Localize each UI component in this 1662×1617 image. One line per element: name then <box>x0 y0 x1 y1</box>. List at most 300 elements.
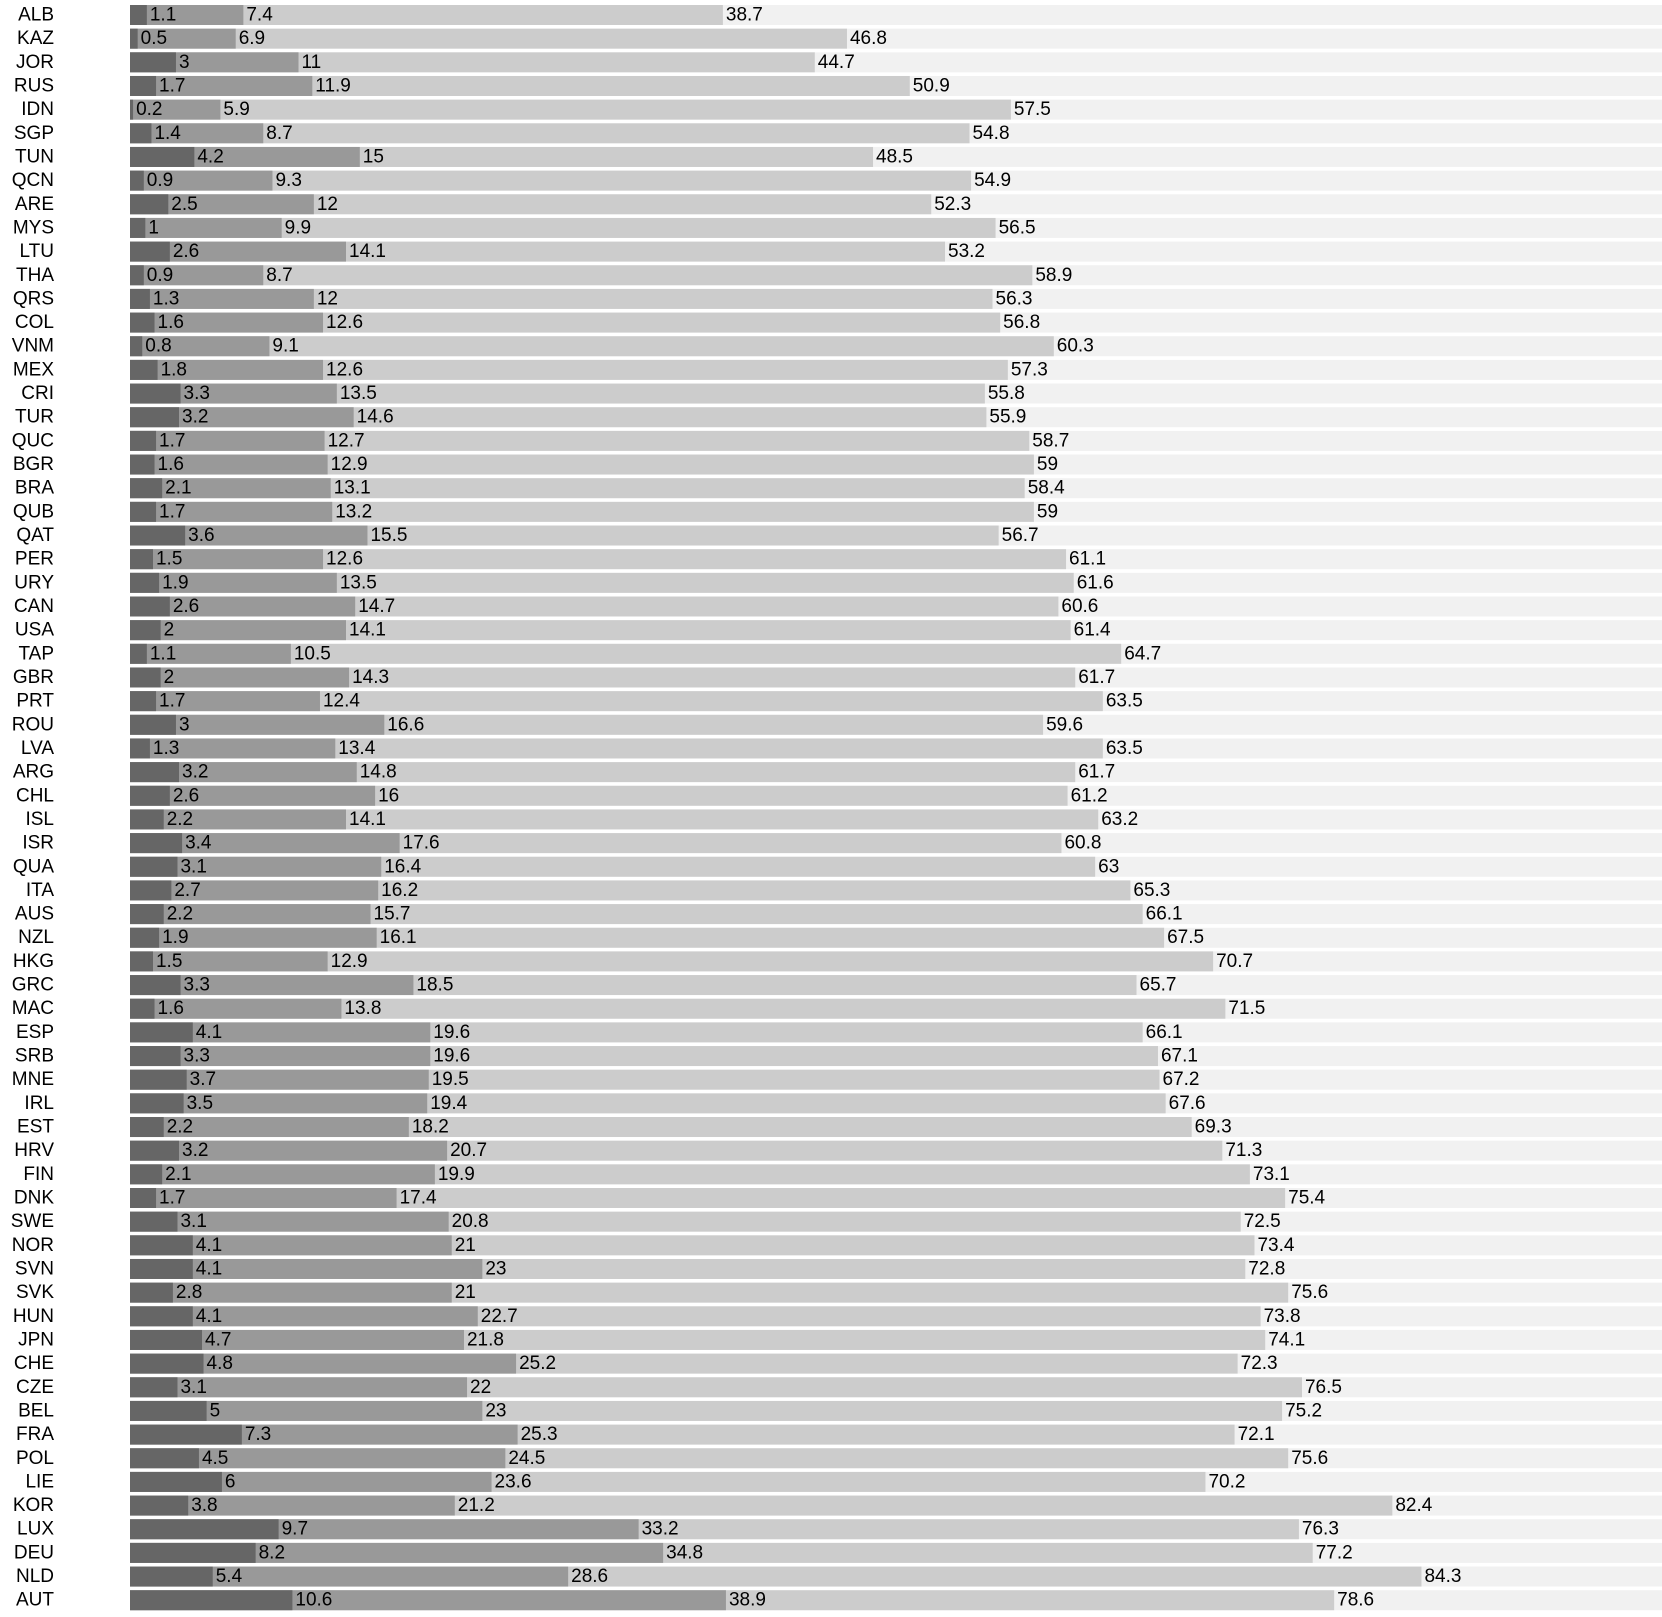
category-label: CZE <box>16 1376 54 1398</box>
value-label-outer: 63 <box>1098 856 1120 878</box>
bar-inner <box>130 809 164 829</box>
value-label-middle: 34.8 <box>666 1542 704 1564</box>
value-label-inner: 7.3 <box>244 1424 272 1446</box>
value-label-inner: 4.1 <box>195 1305 223 1327</box>
value-label-outer: 61.1 <box>1069 548 1107 570</box>
value-label-outer: 57.3 <box>1010 359 1048 381</box>
value-label-outer: 63.5 <box>1105 690 1143 712</box>
bar-inner <box>130 1070 187 1090</box>
category-label: TUN <box>14 146 54 168</box>
category-label: CHL <box>15 785 54 807</box>
bar-inner <box>130 52 176 72</box>
value-label-middle: 12.6 <box>326 312 364 334</box>
bar-inner <box>130 431 156 451</box>
value-label-inner: 1.1 <box>149 4 177 26</box>
category-label: ESP <box>15 1021 54 1043</box>
value-label-outer: 54.9 <box>974 170 1012 192</box>
value-label-inner: 2.5 <box>171 193 198 215</box>
bar-inner <box>130 857 177 877</box>
value-label-inner: 3.4 <box>185 832 212 854</box>
category-label: ISR <box>22 832 54 854</box>
bar-inner <box>130 1590 292 1610</box>
value-label-outer: 67.1 <box>1160 1045 1198 1067</box>
bar-inner <box>130 336 142 356</box>
bar-inner <box>130 880 171 900</box>
category-label: SRB <box>14 1045 54 1067</box>
bar-inner <box>130 667 161 687</box>
value-label-outer: 61.6 <box>1076 572 1114 594</box>
bar-inner <box>130 242 170 262</box>
value-label-middle: 12.6 <box>326 359 364 381</box>
value-label-inner: 8.2 <box>258 1542 286 1564</box>
bar-inner <box>130 951 153 971</box>
bar-outer <box>130 100 1011 120</box>
value-label-outer: 70.7 <box>1216 950 1254 972</box>
bar-inner <box>130 100 133 120</box>
value-label-inner: 0.8 <box>145 335 172 357</box>
value-label-middle: 14.3 <box>352 666 390 688</box>
bar-inner <box>130 147 194 167</box>
value-label-middle: 21.2 <box>457 1495 495 1517</box>
bar-inner <box>130 975 181 995</box>
value-label-outer: 78.6 <box>1337 1589 1375 1611</box>
value-label-outer: 75.6 <box>1291 1447 1329 1469</box>
value-label-inner: 2.8 <box>175 1282 203 1304</box>
value-label-inner: 0.2 <box>136 99 163 121</box>
category-label: NOR <box>11 1234 54 1256</box>
category-label: CHE <box>13 1353 54 1375</box>
value-label-middle: 14.8 <box>359 761 397 783</box>
value-label-inner: 3.6 <box>188 525 215 547</box>
value-label-inner: 1.6 <box>157 312 184 334</box>
value-label-middle: 12.7 <box>327 430 365 452</box>
bar-inner <box>130 1567 213 1587</box>
category-label: MAC <box>11 998 54 1020</box>
value-label-outer: 61.7 <box>1078 761 1116 783</box>
bar-inner <box>130 360 158 380</box>
bar-inner <box>130 1188 156 1208</box>
category-label: LVA <box>20 737 54 759</box>
bar-inner <box>130 1046 181 1066</box>
category-label: THA <box>16 264 54 286</box>
value-label-middle: 20.8 <box>451 1211 489 1233</box>
value-label-outer: 48.5 <box>876 146 914 168</box>
bar-inner <box>130 218 145 238</box>
value-label-inner: 0.9 <box>146 170 174 192</box>
value-label-middle: 12.9 <box>330 454 368 476</box>
value-label-inner: 3.2 <box>182 406 209 428</box>
value-label-inner: 2.7 <box>174 879 201 901</box>
value-label-middle: 12.9 <box>330 950 368 972</box>
value-label-inner: 2.2 <box>166 808 194 830</box>
category-label: QAT <box>16 525 54 547</box>
category-label: LIE <box>25 1471 54 1493</box>
value-label-outer: 58.7 <box>1032 430 1070 452</box>
value-label-middle: 10.5 <box>293 643 331 665</box>
value-label-inner: 3 <box>178 714 190 736</box>
value-label-outer: 56.3 <box>995 288 1033 310</box>
value-label-inner: 3 <box>178 51 190 73</box>
category-label: BEL <box>18 1400 54 1422</box>
value-label-middle: 21 <box>454 1282 476 1304</box>
bar-inner <box>130 1472 222 1492</box>
value-label-middle: 19.4 <box>430 1092 468 1114</box>
category-label: SVN <box>14 1258 54 1280</box>
value-label-inner: 5.4 <box>215 1566 243 1588</box>
bar-inner <box>130 644 147 664</box>
bar-inner <box>130 1022 193 1042</box>
value-label-middle: 12 <box>316 193 338 215</box>
bar-inner <box>130 123 151 143</box>
bar-inner <box>130 289 150 309</box>
value-label-inner: 4.2 <box>197 146 224 168</box>
category-label: URY <box>14 572 54 594</box>
bar-inner <box>130 526 185 546</box>
category-label: VNM <box>11 335 54 357</box>
category-label: AUT <box>16 1589 54 1611</box>
value-label-outer: 52.3 <box>934 193 972 215</box>
bar-inner <box>130 1354 204 1374</box>
value-label-outer: 57.5 <box>1013 99 1051 121</box>
value-label-middle: 25.3 <box>520 1424 558 1446</box>
category-label: KAZ <box>17 28 54 50</box>
value-label-middle: 13.5 <box>339 572 377 594</box>
value-label-inner: 1.3 <box>152 737 180 759</box>
category-label: QUA <box>12 856 54 878</box>
value-label-inner: 1.7 <box>159 1187 186 1209</box>
value-label-outer: 74.1 <box>1268 1329 1306 1351</box>
value-label-inner: 1.5 <box>155 950 183 972</box>
value-label-inner: 4.7 <box>205 1329 232 1351</box>
category-label: LUX <box>17 1518 54 1540</box>
bar-inner <box>130 384 181 404</box>
value-label-middle: 12.4 <box>322 690 360 712</box>
bar-inner <box>130 597 170 617</box>
bar-inner <box>130 1093 184 1113</box>
bar-inner <box>130 1425 242 1445</box>
value-label-outer: 73.4 <box>1257 1234 1295 1256</box>
value-label-inner: 1 <box>148 217 159 239</box>
value-label-inner: 0.5 <box>140 28 168 50</box>
value-label-outer: 46.8 <box>849 28 887 50</box>
value-label-middle: 38.9 <box>728 1589 766 1611</box>
value-label-inner: 2.6 <box>172 785 200 807</box>
bar-inner <box>130 928 159 948</box>
value-label-outer: 53.2 <box>948 241 986 263</box>
value-label-outer: 61.2 <box>1070 785 1108 807</box>
value-label-middle: 25.2 <box>519 1353 557 1375</box>
value-label-outer: 67.5 <box>1167 927 1205 949</box>
value-label-middle: 18.5 <box>416 974 454 996</box>
bar-inner <box>130 313 155 333</box>
value-label-outer: 55.8 <box>987 383 1025 405</box>
value-label-outer: 69.3 <box>1194 1116 1232 1138</box>
value-label-inner: 3.7 <box>189 1069 217 1091</box>
value-label-inner: 0.9 <box>146 264 174 286</box>
bar-middle <box>130 620 346 640</box>
category-label: NLD <box>15 1566 54 1588</box>
value-label-inner: 3.3 <box>183 1045 210 1067</box>
value-label-middle: 14.1 <box>349 619 386 641</box>
value-label-middle: 11.9 <box>315 75 351 97</box>
category-label: DEU <box>13 1542 54 1564</box>
value-label-inner: 5 <box>209 1400 221 1422</box>
category-label: AUS <box>14 903 54 925</box>
value-label-middle: 14.6 <box>356 406 394 428</box>
value-label-outer: 72.5 <box>1243 1211 1281 1233</box>
value-label-middle: 23 <box>485 1400 507 1422</box>
value-label-inner: 3.2 <box>182 761 209 783</box>
value-label-outer: 73.8 <box>1263 1305 1301 1327</box>
category-label: RUS <box>13 75 54 97</box>
value-label-outer: 59.6 <box>1046 714 1084 736</box>
value-label-middle: 21.8 <box>466 1329 504 1351</box>
value-label-middle: 19.5 <box>431 1069 469 1091</box>
category-label: ALB <box>18 4 54 26</box>
value-label-middle: 13.8 <box>344 998 382 1020</box>
value-label-inner: 2.2 <box>166 903 194 925</box>
value-label-middle: 19.6 <box>433 1045 471 1067</box>
value-label-outer: 38.7 <box>725 4 763 26</box>
value-label-inner: 1.7 <box>159 75 186 97</box>
category-label: ITA <box>25 879 54 901</box>
value-label-middle: 9.3 <box>275 170 302 192</box>
value-label-outer: 58.4 <box>1027 477 1065 499</box>
value-label-middle: 5.9 <box>223 99 250 121</box>
bar-inner <box>130 1164 162 1184</box>
bar-inner <box>130 1448 199 1468</box>
value-label-outer: 77.2 <box>1315 1542 1353 1564</box>
value-label-inner: 1.7 <box>159 501 186 523</box>
value-label-middle: 8.7 <box>266 264 293 286</box>
value-label-outer: 71.3 <box>1225 1140 1263 1162</box>
bar-inner <box>130 620 161 640</box>
bar-inner <box>130 786 170 806</box>
bar-inner <box>130 1401 207 1421</box>
category-label: TUR <box>14 406 54 428</box>
value-label-inner: 3.1 <box>180 1211 207 1233</box>
value-label-inner: 1.4 <box>154 122 181 144</box>
category-label: PRT <box>16 690 54 712</box>
value-label-outer: 65.3 <box>1133 879 1171 901</box>
category-label: QCN <box>11 170 54 192</box>
bar-inner <box>130 478 162 498</box>
bar-middle <box>130 76 312 96</box>
bar-inner <box>130 171 144 191</box>
category-label: COL <box>14 312 54 334</box>
bar-middle <box>130 573 337 593</box>
category-label: JPN <box>18 1329 54 1351</box>
value-label-outer: 72.8 <box>1248 1258 1286 1280</box>
bar-inner <box>130 1543 256 1563</box>
value-label-middle: 8.7 <box>266 122 293 144</box>
value-label-middle: 15.5 <box>370 525 408 547</box>
category-label: QUB <box>12 501 54 523</box>
value-label-inner: 1.8 <box>160 359 187 381</box>
category-label: QRS <box>12 288 54 310</box>
value-label-outer: 75.4 <box>1288 1187 1326 1209</box>
bar-inner <box>130 5 147 25</box>
category-label: MYS <box>12 217 54 239</box>
value-label-middle: 19.6 <box>433 1021 471 1043</box>
category-label: USA <box>14 619 54 641</box>
bar-inner <box>130 999 155 1019</box>
value-label-inner: 1.6 <box>157 998 184 1020</box>
category-label: DNK <box>13 1187 54 1209</box>
bar-inner <box>130 1259 193 1279</box>
category-label: HKG <box>12 950 54 972</box>
bar-inner <box>130 904 164 924</box>
value-label-outer: 75.2 <box>1285 1400 1323 1422</box>
value-label-inner: 2.2 <box>166 1116 194 1138</box>
value-label-outer: 63.2 <box>1101 808 1139 830</box>
value-label-inner: 3.1 <box>180 856 207 878</box>
value-label-outer: 60.6 <box>1061 596 1099 617</box>
bar-inner <box>130 265 144 285</box>
value-label-inner: 1.9 <box>162 927 189 949</box>
bar-inner <box>130 76 156 96</box>
value-label-middle: 23.6 <box>494 1471 532 1493</box>
value-label-middle: 13.1 <box>333 477 371 499</box>
category-label: MEX <box>12 359 54 381</box>
value-label-inner: 6 <box>224 1471 236 1493</box>
bar-inner <box>130 1235 193 1255</box>
category-label: CRI <box>21 383 54 405</box>
value-label-inner: 9.7 <box>281 1518 309 1540</box>
value-label-inner: 10.6 <box>295 1589 333 1611</box>
value-label-outer: 59 <box>1036 501 1059 523</box>
value-label-inner: 2.1 <box>165 1163 192 1185</box>
category-label: LTU <box>19 241 54 263</box>
value-label-inner: 2 <box>163 619 175 641</box>
value-label-inner: 3.5 <box>186 1092 214 1114</box>
value-label-outer: 84.3 <box>1424 1566 1462 1588</box>
value-label-outer: 72.1 <box>1237 1424 1275 1446</box>
value-label-inner: 2.6 <box>172 596 200 617</box>
value-label-inner: 1.3 <box>152 288 180 310</box>
value-label-middle: 16.1 <box>379 927 417 949</box>
value-label-outer: 67.6 <box>1168 1092 1206 1114</box>
value-label-middle: 20.7 <box>450 1140 488 1162</box>
value-label-middle: 16.2 <box>381 879 419 901</box>
value-label-inner: 1.9 <box>162 572 189 594</box>
value-label-inner: 4.8 <box>206 1353 233 1375</box>
value-label-outer: 76.3 <box>1301 1518 1339 1540</box>
category-label: ARE <box>14 193 54 215</box>
bar-middle <box>130 360 323 380</box>
value-label-outer: 76.5 <box>1304 1376 1342 1398</box>
category-label: GRC <box>11 974 54 996</box>
category-label: SWE <box>10 1211 54 1233</box>
value-label-inner: 1.7 <box>159 690 186 712</box>
value-label-outer: 65.7 <box>1139 974 1177 996</box>
category-label: SVK <box>15 1282 54 1304</box>
value-label-middle: 18.2 <box>411 1116 449 1138</box>
value-label-middle: 14.1 <box>349 241 386 263</box>
category-label: HUN <box>12 1305 54 1327</box>
value-label-outer: 66.1 <box>1145 903 1183 925</box>
value-label-inner: 4.1 <box>195 1258 223 1280</box>
bar-inner <box>130 1283 173 1303</box>
category-label: FRA <box>16 1424 54 1446</box>
value-label-middle: 11 <box>301 51 322 73</box>
value-label-middle: 13.2 <box>335 501 373 523</box>
category-label: JOR <box>16 51 54 73</box>
bar-inner <box>130 573 159 593</box>
value-label-middle: 19.9 <box>437 1163 475 1185</box>
value-label-outer: 60.3 <box>1056 335 1094 357</box>
value-label-inner: 3.1 <box>180 1376 207 1398</box>
bar-inner <box>130 691 156 711</box>
bar-inner <box>130 762 179 782</box>
category-label: ROU <box>11 714 54 736</box>
value-label-outer: 60.8 <box>1064 832 1102 854</box>
value-label-outer: 50.9 <box>912 75 950 97</box>
bar-outer <box>130 29 847 49</box>
value-label-inner: 4.1 <box>195 1021 223 1043</box>
value-label-inner: 2 <box>163 666 175 688</box>
value-label-middle: 15 <box>362 146 384 168</box>
value-label-inner: 1.6 <box>157 454 184 476</box>
value-label-middle: 16.4 <box>384 856 422 878</box>
value-label-inner: 4.1 <box>195 1234 223 1256</box>
category-label: KOR <box>12 1495 54 1517</box>
value-label-outer: 64.7 <box>1124 643 1162 665</box>
category-label: FIN <box>23 1163 54 1185</box>
value-label-inner: 4.5 <box>201 1447 229 1469</box>
value-label-outer: 71.5 <box>1228 998 1266 1020</box>
category-label: TAP <box>18 643 54 665</box>
value-label-inner: 1.1 <box>149 643 177 665</box>
bar-inner <box>130 29 138 49</box>
bar-inner <box>130 1117 164 1137</box>
bar-inner <box>130 455 155 475</box>
value-label-outer: 63.5 <box>1105 737 1143 759</box>
category-label: ARG <box>12 761 54 783</box>
value-label-middle: 9.9 <box>284 217 312 239</box>
value-label-inner: 1.5 <box>155 548 183 570</box>
value-label-outer: 66.1 <box>1145 1021 1183 1043</box>
category-label: HRV <box>14 1140 54 1162</box>
value-label-inner: 3.8 <box>191 1495 218 1517</box>
value-label-middle: 15.7 <box>373 903 411 925</box>
category-label: CAN <box>13 596 54 617</box>
value-label-middle: 16.6 <box>387 714 425 736</box>
category-label: PER <box>14 548 54 570</box>
value-label-middle: 13.4 <box>338 737 376 759</box>
bar-inner <box>130 1141 179 1161</box>
value-label-outer: 44.7 <box>817 51 855 73</box>
bar-inner <box>130 407 179 427</box>
category-label: BGR <box>12 454 54 476</box>
bar-inner <box>130 1377 177 1397</box>
bar-inner <box>130 1330 202 1350</box>
value-label-inner: 3.3 <box>183 974 210 996</box>
bar-inner <box>130 715 176 735</box>
value-label-outer: 56.5 <box>998 217 1036 239</box>
bar-inner <box>130 1519 279 1539</box>
value-label-middle: 17.4 <box>399 1187 437 1209</box>
value-label-inner: 2.1 <box>165 477 192 499</box>
value-label-outer: 61.7 <box>1078 666 1116 688</box>
category-label: IDN <box>21 99 54 121</box>
category-label: SGP <box>13 122 54 144</box>
value-label-outer: 73.1 <box>1252 1163 1290 1185</box>
value-label-middle: 17.6 <box>402 832 440 854</box>
value-label-middle: 12.6 <box>326 548 364 570</box>
bar-inner <box>130 738 150 758</box>
bar-inner <box>130 1496 188 1516</box>
